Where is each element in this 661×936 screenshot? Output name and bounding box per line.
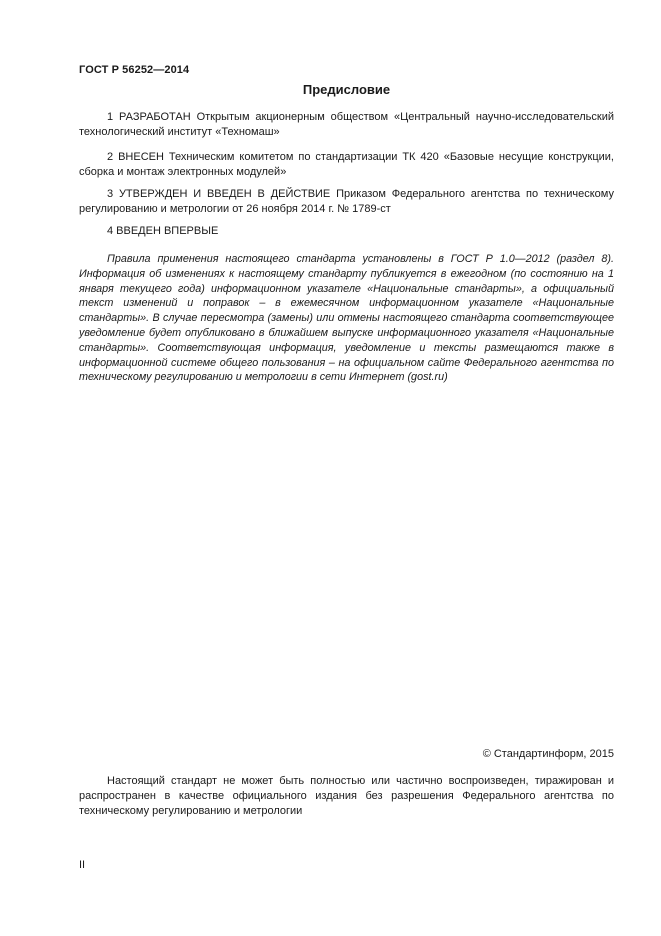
document-code: ГОСТ Р 56252—2014	[79, 64, 190, 76]
paragraph-first-introduced: 4 ВВЕДЕН ВПЕРВЫЕ	[107, 225, 219, 237]
paragraph-rules-note: Правила применения настоящего стандарта установлены в ГОСТ Р 1.0—2012 (раздел 8). Информация об изменениях к настоящему стандарту публикуется в ежегодном (по состоянию на 1 января текущего года) информационном указателе «Национальные стандарты», а официальный текст изменений и поправок – в ежемесячном информационном указателе «Национальные стандарты». В случае пересмотра (замены) или отмены настоящего стандарта соответствующее уведомление будет опубликовано в ближайшем выпуске информационного указателя «Национальные стандарты». Соответствующая информация, уведомление и тексты размещаются также в информационной системе общего пользования – на официальном сайте Федерального агентства по техническому регулированию и метрологии в сети Интернет (gost.ru)	[79, 253, 614, 384]
page-title: Предисловие	[302, 82, 391, 97]
paragraph-developed-by: 1 РАЗРАБОТАН Открытым акционерным обществом «Центральный научно-исследовательский технологический институт «Техномаш»	[79, 111, 614, 138]
reproduction-notice: Настоящий стандарт не может быть полностью или частично воспроизведен, тиражирован и распространен в качестве официального издания без разрешения Федерального агентства по техническому регулированию и метрологии	[79, 775, 614, 817]
paragraph-approved: 3 УТВЕРЖДЕН И ВВЕДЕН В ДЕЙСТВИЕ Приказом Федерального агентства по техническому регулированию и метрологии от 26 ноября 2014 г. № 1789-ст	[79, 188, 614, 215]
copyright-line: © Стандартинформ, 2015	[482, 748, 614, 760]
paragraph-introduced-by: 2 ВНЕСЕН Техническим комитетом по стандартизации ТК 420 «Базовые несущие конструкции, сборка и монтаж электронных модулей»	[79, 151, 614, 178]
page-number: II	[79, 859, 86, 871]
